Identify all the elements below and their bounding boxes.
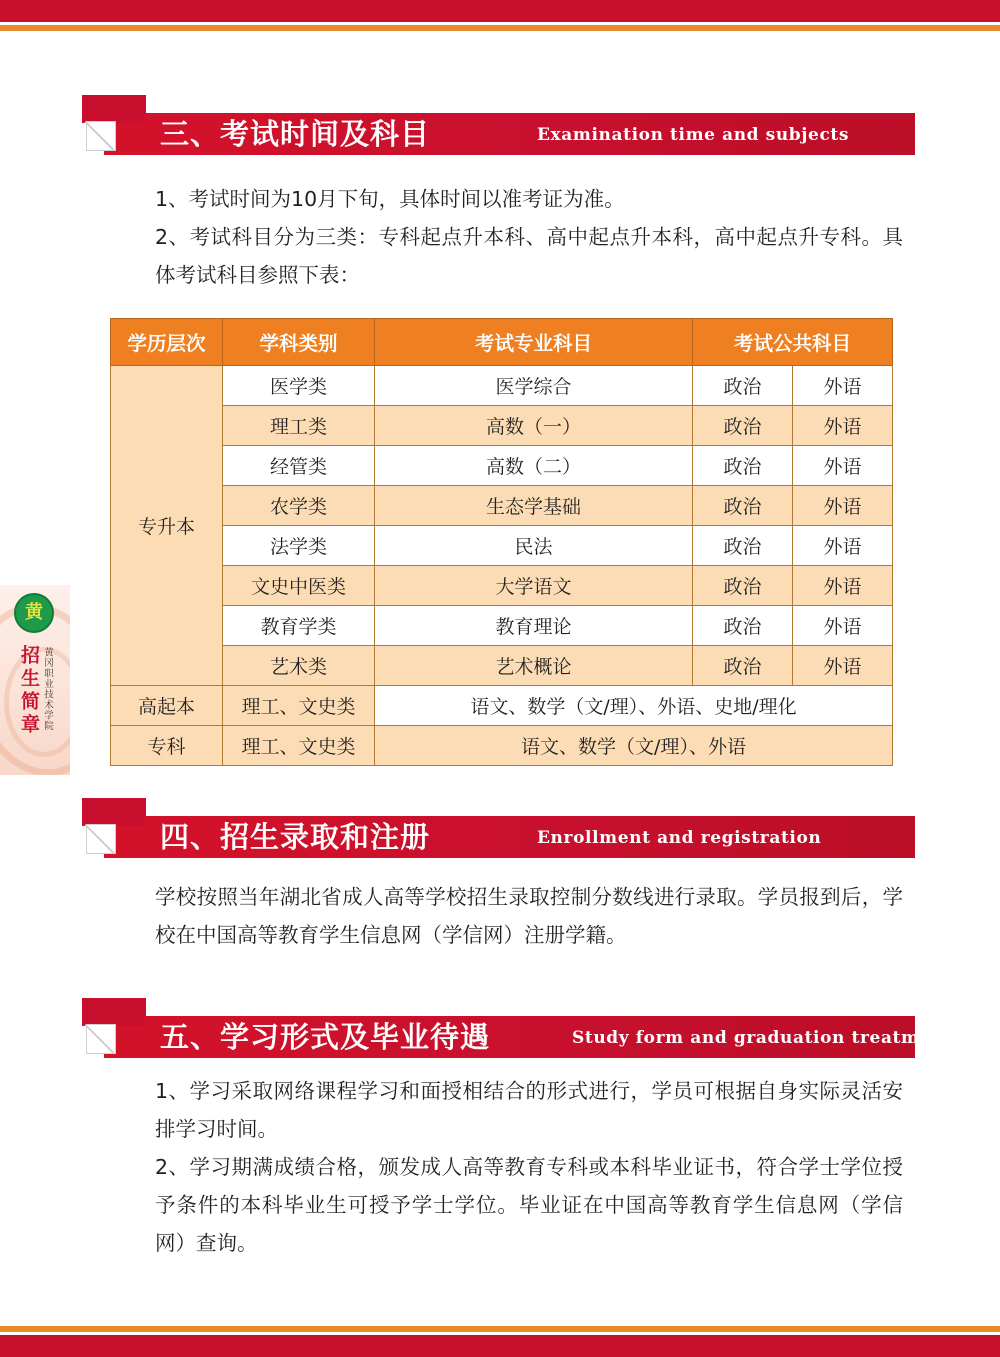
cell-public-2: 外语 [793, 606, 893, 646]
cell-category: 艺术类 [223, 646, 375, 686]
table-row [111, 526, 893, 566]
bottom-red-band [0, 1335, 1000, 1357]
paragraph-text: 2、学习期满成绩合格，颁发成人高等教育专科或本科毕业证书，符合学士学位授予条件的本科毕业生可授予学士学位。毕业证在中国高等教育学生信息网（学信网）查询。 [155, 1155, 903, 1255]
table-row [111, 406, 893, 446]
section-title-cn: 三、考试时间及科目 [160, 117, 431, 151]
cell-level-zk: 专科 [111, 726, 223, 766]
th-level: 学历层次 [111, 319, 223, 366]
cell-public-2: 外语 [793, 566, 893, 606]
cell-level-gqb: 高起本 [111, 686, 223, 726]
cell-public-1: 政治 [693, 406, 793, 446]
side-tab-title: 招生简章 [18, 645, 40, 737]
table-row [111, 486, 893, 526]
section-banner-exam-time-subjects [82, 95, 915, 151]
section-title-en: Enrollment and registration [537, 828, 822, 848]
cell-major: 生态学基础 [375, 486, 693, 526]
top-orange-stripe [0, 25, 1000, 31]
th-major-subject: 考试专业科目 [375, 319, 693, 366]
cell-category: 文史中医类 [223, 566, 375, 606]
section-title-cn: 五、学习形式及毕业待遇 [160, 1020, 491, 1054]
table-row [111, 646, 893, 686]
cell-major: 医学综合 [375, 366, 693, 406]
table-row [111, 606, 893, 646]
paragraph-text: 1、学习采取网络课程学习和面授相结合的形式进行，学员可根据自身实际灵活安排学习时间。 [155, 1079, 903, 1141]
table-header-row [111, 319, 893, 366]
cell-public-2: 外语 [793, 446, 893, 486]
section-banner-enrollment-registration [82, 798, 915, 854]
cell-major: 高数（二） [375, 446, 693, 486]
exam-subjects-table [110, 318, 893, 766]
emblem-glyph: 黄 [25, 602, 43, 623]
exam-subjects-table-wrapper [110, 318, 892, 766]
cell-public-1: 政治 [693, 366, 793, 406]
paragraph-study-form [113, 1072, 903, 1148]
banner-notch-triangle [122, 798, 146, 818]
cell-public-1: 政治 [693, 606, 793, 646]
cell-level-zsb: 专升本 [111, 366, 223, 686]
cell-category: 理工、文史类 [223, 726, 375, 766]
cell-major: 教育理论 [375, 606, 693, 646]
th-public-subject: 考试公共科目 [693, 319, 893, 366]
banner-square-ornament [86, 1024, 116, 1054]
table-row [111, 566, 893, 606]
cell-category: 经管类 [223, 446, 375, 486]
th-category: 学科类别 [223, 319, 375, 366]
banner-square-ornament [86, 121, 116, 151]
side-tab-subtitle: 黄冈职业技术学院 [42, 647, 53, 731]
section-title-en: Examination time and subjects [537, 125, 850, 145]
section-banner-study-form-graduation [82, 998, 953, 1054]
top-border-band [0, 0, 1000, 31]
section-title-en: Study form and graduation treatment [572, 1028, 953, 1048]
paragraph-text: 2、考试科目分为三类：专科起点升本科、高中起点升本科，高中起点升专科。具体考试科目参照下表： [155, 225, 903, 287]
paragraph-text: 学校按照当年湖北省成人高等学校招生录取控制分数线进行录取。学员报到后，学校在中国高等教育学生信息网（学信网）注册学籍。 [155, 885, 903, 947]
paragraph-text: 1、考试时间为10月下旬，具体时间以准考证为准。 [155, 187, 625, 211]
top-red-band [0, 0, 1000, 22]
cell-major: 大学语文 [375, 566, 693, 606]
cell-category: 农学类 [223, 486, 375, 526]
cell-public-2: 外语 [793, 646, 893, 686]
cell-public-1: 政治 [693, 486, 793, 526]
side-tab [0, 585, 70, 775]
paragraph-graduation [113, 1148, 903, 1262]
cell-category: 理工、文史类 [223, 686, 375, 726]
cell-public-1: 政治 [693, 646, 793, 686]
section-title-cn: 四、招生录取和注册 [160, 820, 431, 854]
paragraph-enrollment [113, 878, 903, 954]
cell-category: 理工类 [223, 406, 375, 446]
cell-major: 高数（一） [375, 406, 693, 446]
cell-public-1: 政治 [693, 566, 793, 606]
cell-category: 教育学类 [223, 606, 375, 646]
banner-notch-triangle [122, 998, 146, 1018]
table-row [111, 446, 893, 486]
cell-major: 艺术概论 [375, 646, 693, 686]
cell-public-1: 政治 [693, 446, 793, 486]
table-body [111, 366, 893, 766]
college-emblem-icon [14, 593, 54, 633]
cell-subjects-merged: 语文、数学（文/理）、外语、史地/理化 [375, 686, 893, 726]
table-row [111, 366, 893, 406]
cell-public-2: 外语 [793, 406, 893, 446]
table-row [111, 726, 893, 766]
cell-subjects-merged: 语文、数学（文/理）、外语 [375, 726, 893, 766]
cell-public-2: 外语 [793, 366, 893, 406]
cell-major: 民法 [375, 526, 693, 566]
paragraph-exam-time [113, 180, 903, 218]
cell-public-2: 外语 [793, 526, 893, 566]
cell-public-1: 政治 [693, 526, 793, 566]
cell-public-2: 外语 [793, 486, 893, 526]
cell-category: 医学类 [223, 366, 375, 406]
cell-category: 法学类 [223, 526, 375, 566]
bottom-border-band [0, 1326, 1000, 1357]
banner-square-ornament [86, 824, 116, 854]
table-row [111, 686, 893, 726]
banner-notch-triangle [122, 95, 146, 115]
paragraph-exam-subjects [113, 218, 903, 294]
